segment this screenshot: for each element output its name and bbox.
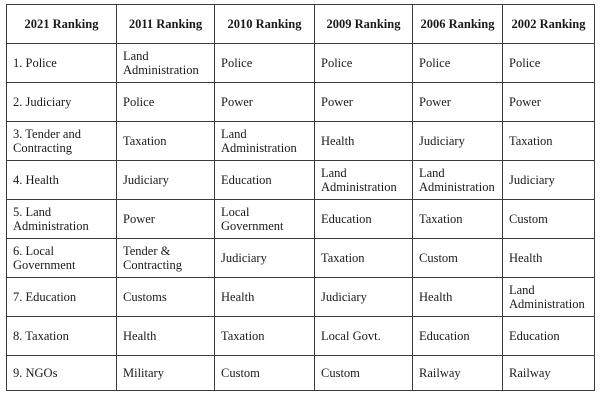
table-cell: Police <box>117 83 215 122</box>
table-cell: Local Government <box>215 200 315 239</box>
table-cell: Health <box>315 122 413 161</box>
table-cell: Custom <box>413 239 503 278</box>
table-cell: Power <box>413 83 503 122</box>
table-cell: 1. Police <box>7 44 117 83</box>
table-row <box>7 356 595 391</box>
table-cell: Judiciary <box>315 278 413 317</box>
table-cell: Judiciary <box>117 161 215 200</box>
table-cell: Land Administration <box>215 122 315 161</box>
table-cell: Taxation <box>503 122 595 161</box>
table-cell: Health <box>413 278 503 317</box>
table-cell: Police <box>315 44 413 83</box>
table-cell: 6. Local Government <box>7 239 117 278</box>
table-cell: Power <box>315 83 413 122</box>
header-2006-ranking: 2006 Ranking <box>413 5 503 44</box>
table-cell: Power <box>503 83 595 122</box>
table-row <box>7 200 595 239</box>
table-cell: Education <box>503 317 595 356</box>
table-cell: Railway <box>413 356 503 391</box>
header-2011-ranking: 2011 Ranking <box>117 5 215 44</box>
table-row <box>7 44 595 83</box>
table-cell: Judiciary <box>503 161 595 200</box>
header-2010-ranking: 2010 Ranking <box>215 5 315 44</box>
table-cell: Judiciary <box>413 122 503 161</box>
table-cell: Education <box>215 161 315 200</box>
table-cell: Land Administration <box>315 161 413 200</box>
table-cell: 7. Education <box>7 278 117 317</box>
header-2002-ranking: 2002 Ranking <box>503 5 595 44</box>
table-cell: 2. Judiciary <box>7 83 117 122</box>
table-cell: Taxation <box>215 317 315 356</box>
table-cell: Education <box>413 317 503 356</box>
table-cell: Military <box>117 356 215 391</box>
table-cell: 3. Tender and Contracting <box>7 122 117 161</box>
table-cell: Land Administration <box>413 161 503 200</box>
table-row <box>7 317 595 356</box>
table-cell: Taxation <box>315 239 413 278</box>
table-cell: Railway <box>503 356 595 391</box>
table-header <box>7 5 595 44</box>
table-cell: Health <box>215 278 315 317</box>
table-cell: Taxation <box>413 200 503 239</box>
table-cell: Health <box>503 239 595 278</box>
table-cell: Customs <box>117 278 215 317</box>
table-cell: Power <box>215 83 315 122</box>
table-cell: Judiciary <box>215 239 315 278</box>
table-row <box>7 122 595 161</box>
table-cell: Custom <box>315 356 413 391</box>
table-cell: Power <box>117 200 215 239</box>
table-cell: Taxation <box>117 122 215 161</box>
table-cell: 5. Land Administration <box>7 200 117 239</box>
table-cell: 8. Taxation <box>7 317 117 356</box>
table-body <box>7 44 595 391</box>
header-2021-ranking: 2021 Ranking <box>7 5 117 44</box>
table-cell: Land Administration <box>503 278 595 317</box>
ranking-table <box>6 4 595 391</box>
table-cell: Local Govt. <box>315 317 413 356</box>
table-cell: Police <box>215 44 315 83</box>
table-row <box>7 278 595 317</box>
table-cell: Police <box>413 44 503 83</box>
table-cell: Land Administration <box>117 44 215 83</box>
table-cell: Police <box>503 44 595 83</box>
table-cell: Health <box>117 317 215 356</box>
table-row <box>7 161 595 200</box>
table-row <box>7 83 595 122</box>
table-cell: Education <box>315 200 413 239</box>
table-cell: Custom <box>503 200 595 239</box>
table-cell: Custom <box>215 356 315 391</box>
table-cell: Tender & Contracting <box>117 239 215 278</box>
table-cell: 9. NGOs <box>7 356 117 391</box>
table-cell: 4. Health <box>7 161 117 200</box>
header-row <box>7 5 595 44</box>
table-row <box>7 239 595 278</box>
header-2009-ranking: 2009 Ranking <box>315 5 413 44</box>
